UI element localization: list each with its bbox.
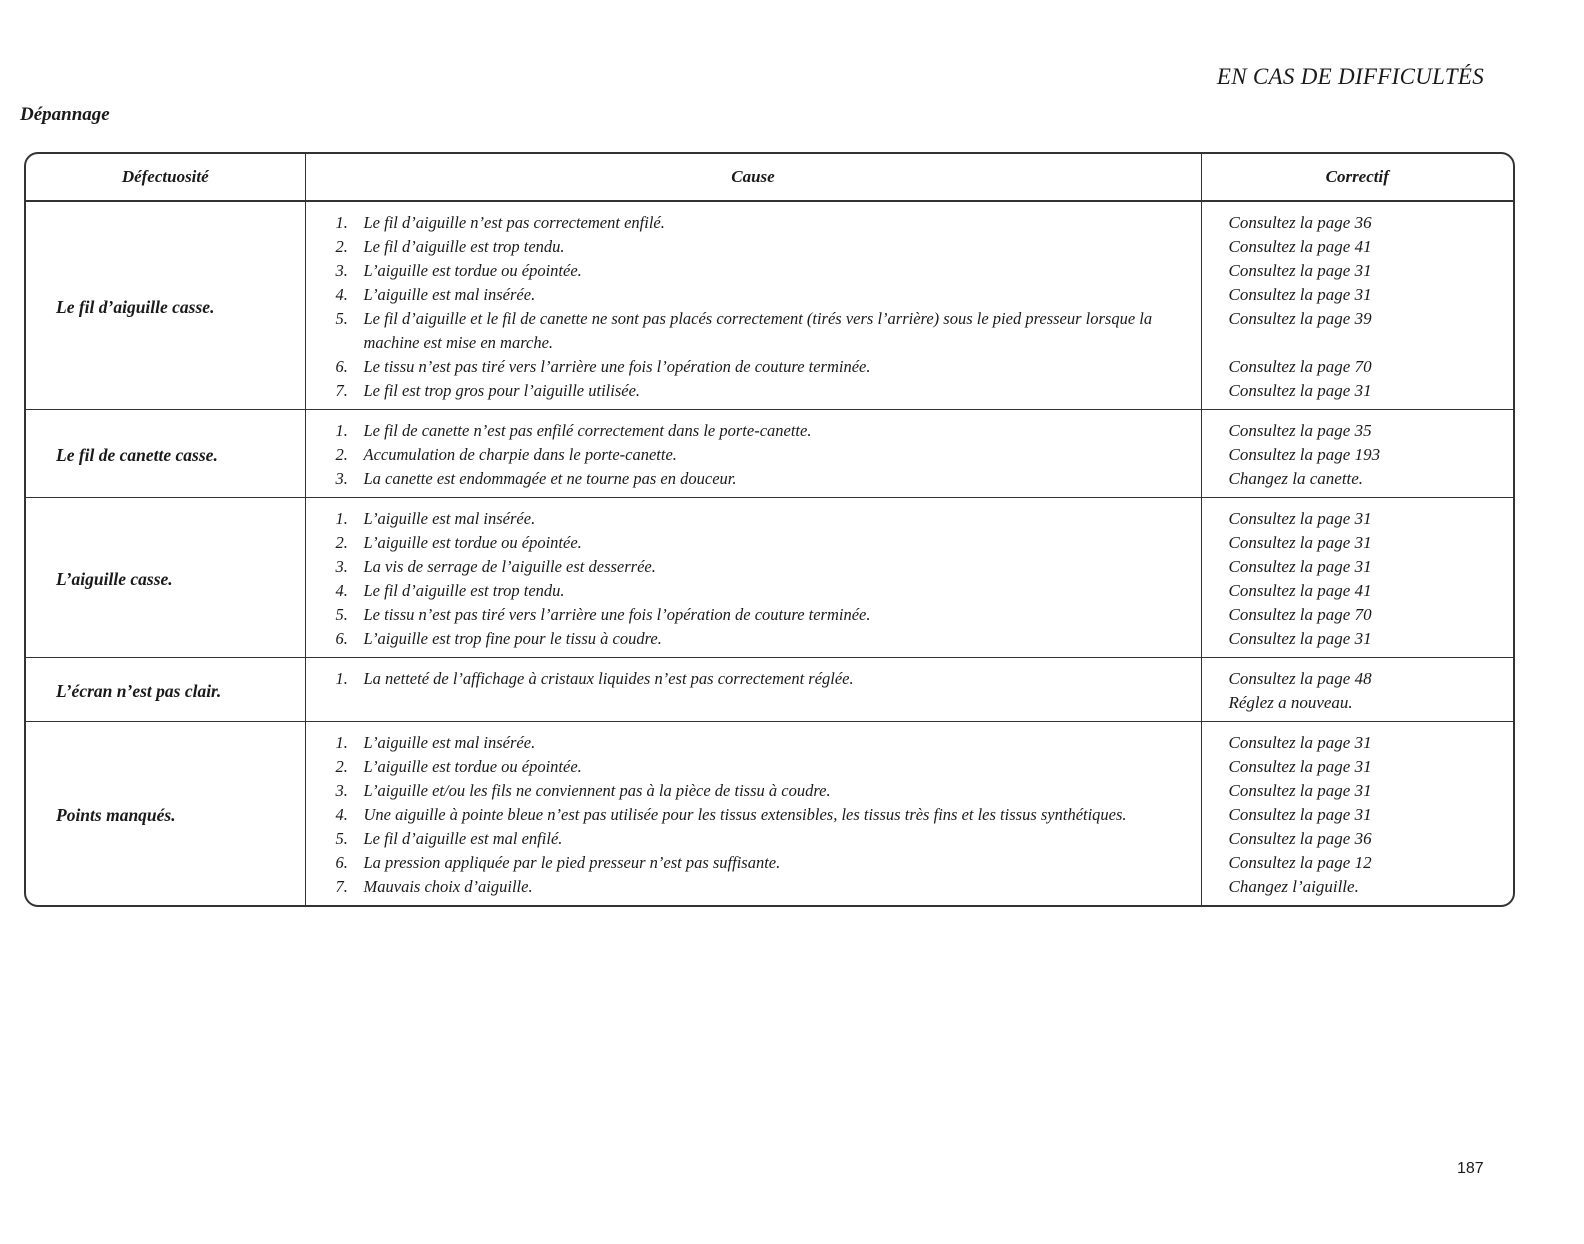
fix-item: Consultez la page 193 [1228,445,1381,464]
cause-text: Le fil d’aiguille est trop tendu. [363,581,565,600]
table-row [26,658,1513,722]
table-row [26,410,1513,498]
cause-text: Le fil d’aiguille est mal enfilé. [363,829,563,848]
cause-number: 3. [335,469,348,488]
cause-list [306,667,1201,691]
cause-text: L’aiguille est mal insérée. [363,509,536,528]
cause-cell [305,410,1201,498]
chapter-title: EN CAS DE DIFFICULTÉS [1216,64,1484,89]
cause-text: Une aiguille à pointe bleue n’est pas utilisée pour les tissus extensibles, les tissus très fins et les tissus synthétiques. [363,805,1127,824]
cause-cell [305,201,1201,410]
cause-text: L’aiguille et/ou les fils ne conviennent pas à la pièce de tissu à coudre. [363,781,831,800]
cause-number: 4. [335,581,348,600]
cause-item [336,667,1181,691]
fix-item: Changez la canette. [1228,469,1364,488]
fix-item: Consultez la page 39 [1228,309,1372,328]
cause-number: 1. [335,213,348,232]
cause-number: 3. [335,261,348,280]
cause-text: L’aiguille est mal insérée. [363,733,536,752]
fix-item: Consultez la page 12 [1228,853,1372,872]
cause-item [336,419,1181,443]
cause-item [336,755,1181,779]
fix-item: Consultez la page 31 [1228,533,1372,552]
defect-cell: L’aiguille casse. [26,498,305,658]
fix-item: Consultez la page 70 [1228,357,1372,376]
cause-item [336,259,1181,283]
cause-item [336,443,1181,467]
cause-list [306,211,1201,403]
cause-number: 2. [335,757,348,776]
cause-item [336,731,1181,755]
cause-item [336,603,1181,627]
cause-text: L’aiguille est tordue ou épointée. [363,757,582,776]
cause-text: Le fil est trop gros pour l’aiguille utilisée. [363,381,641,400]
cause-item [336,355,1181,379]
cause-item [336,803,1181,827]
fix-list [1202,667,1514,715]
cause-number: 1. [335,421,348,440]
cause-text: Le fil de canette n’est pas enfilé correctement dans le porte-canette. [363,421,812,440]
cause-item [336,851,1181,875]
table-row [26,201,1513,410]
cause-number: 2. [335,533,348,552]
fix-cell [1201,498,1513,658]
fix-item: Consultez la page 41 [1228,237,1372,256]
fix-item: Consultez la page 31 [1228,757,1372,776]
cause-item [336,467,1181,491]
cause-number: 3. [335,781,348,800]
defect-cell: L’écran n’est pas clair. [26,658,305,722]
cause-number: 7. [335,381,348,400]
fix-list [1202,419,1514,491]
section-title: Dépannage [20,104,110,125]
table-row [26,722,1513,906]
page-number: 187 [1457,1160,1484,1177]
defect-cell: Le fil de canette casse. [26,410,305,498]
cause-text: La netteté de l’affichage à cristaux liquides n’est pas correctement réglée. [363,669,854,688]
column-header-cause: Cause [305,154,1201,201]
cause-list [306,507,1201,651]
cause-cell [305,498,1201,658]
cause-number: 2. [335,445,348,464]
fix-cell [1201,658,1513,722]
cause-number: 5. [335,309,348,328]
fix-item: Consultez la page 31 [1228,285,1372,304]
cause-item [336,579,1181,603]
troubleshooting-table [24,152,1515,907]
cause-item [336,875,1181,899]
fix-item: Changez l’aiguille. [1228,877,1359,896]
cause-number: 6. [335,357,348,376]
cause-item [336,307,1181,355]
cause-text: Le fil d’aiguille et le fil de canette ne sont pas placés correctement (tirés vers l’arrière) sous le pied presseur lorsque la machine est mise en marche. [363,309,1153,352]
cause-cell [305,722,1201,906]
fix-item: Consultez la page 36 [1228,213,1372,232]
cause-item [336,235,1181,259]
fix-item: Consultez la page 31 [1228,557,1372,576]
cause-text: Le tissu n’est pas tiré vers l’arrière une fois l’opération de couture terminée. [363,357,871,376]
cause-text: Accumulation de charpie dans le porte-canette. [363,445,677,464]
fix-cell [1201,722,1513,906]
cause-list [306,731,1201,899]
fix-list [1202,507,1514,651]
cause-item [336,627,1181,651]
cause-text: Le fil d’aiguille est trop tendu. [363,237,565,256]
cause-number: 1. [335,669,348,688]
cause-number: 2. [335,237,348,256]
cause-text: L’aiguille est mal insérée. [363,285,536,304]
cause-text: La pression appliquée par le pied presseur n’est pas suffisante. [363,853,781,872]
defect-cell: Points manqués. [26,722,305,906]
cause-text: Mauvais choix d’aiguille. [363,877,533,896]
fix-item: Consultez la page 31 [1228,805,1372,824]
fix-item: Consultez la page 70 [1228,605,1372,624]
fix-item: Consultez la page 48 [1228,669,1372,688]
cause-list [306,419,1201,491]
fix-item: Consultez la page 31 [1228,629,1372,648]
fix-list [1202,731,1514,899]
cause-item [336,507,1181,531]
cause-number: 3. [335,557,348,576]
cause-item [336,211,1181,235]
cause-number: 4. [335,805,348,824]
table-row [26,498,1513,658]
cause-item [336,779,1181,803]
column-header-defect: Défectuosité [26,154,305,201]
fix-item: Consultez la page 31 [1228,381,1372,400]
cause-text: L’aiguille est tordue ou épointée. [363,533,582,552]
fix-item: Consultez la page 31 [1228,509,1372,528]
fix-cell [1201,410,1513,498]
fix-item: Consultez la page 41 [1228,581,1372,600]
cause-text: La vis de serrage de l’aiguille est desserrée. [363,557,656,576]
fix-item: Consultez la page 36 [1228,829,1372,848]
cause-item [336,555,1181,579]
fix-item: Consultez la page 31 [1228,733,1372,752]
fix-item: Consultez la page 35 [1228,421,1372,440]
cause-number: 6. [335,853,348,872]
cause-cell [305,658,1201,722]
cause-item [336,827,1181,851]
fix-item: Consultez la page 31 [1228,261,1372,280]
cause-number: 1. [335,733,348,752]
cause-text: La canette est endommagée et ne tourne pas en douceur. [363,469,737,488]
defect-cell: Le fil d’aiguille casse. [56,297,215,317]
cause-number: 1. [335,509,348,528]
fix-list [1202,211,1514,403]
cause-number: 5. [335,829,348,848]
cause-text: L’aiguille est trop fine pour le tissu à coudre. [363,629,662,648]
fix-item: Consultez la page 31 [1228,781,1372,800]
cause-number: 6. [335,629,348,648]
fix-cell [1201,201,1513,410]
cause-number: 4. [335,285,348,304]
fix-item: Réglez a nouveau. [1228,693,1353,712]
cause-text: Le tissu n’est pas tiré vers l’arrière une fois l’opération de couture terminée. [363,605,871,624]
cause-text: Le fil d’aiguille n’est pas correctement enfilé. [363,213,665,232]
cause-item [336,531,1181,555]
cause-text: L’aiguille est tordue ou épointée. [363,261,582,280]
cause-number: 5. [335,605,348,624]
column-header-fix: Correctif [1201,154,1513,201]
table-header-row [26,154,1513,201]
cause-item [336,283,1181,307]
cause-item [336,379,1181,403]
cause-number: 7. [335,877,348,896]
